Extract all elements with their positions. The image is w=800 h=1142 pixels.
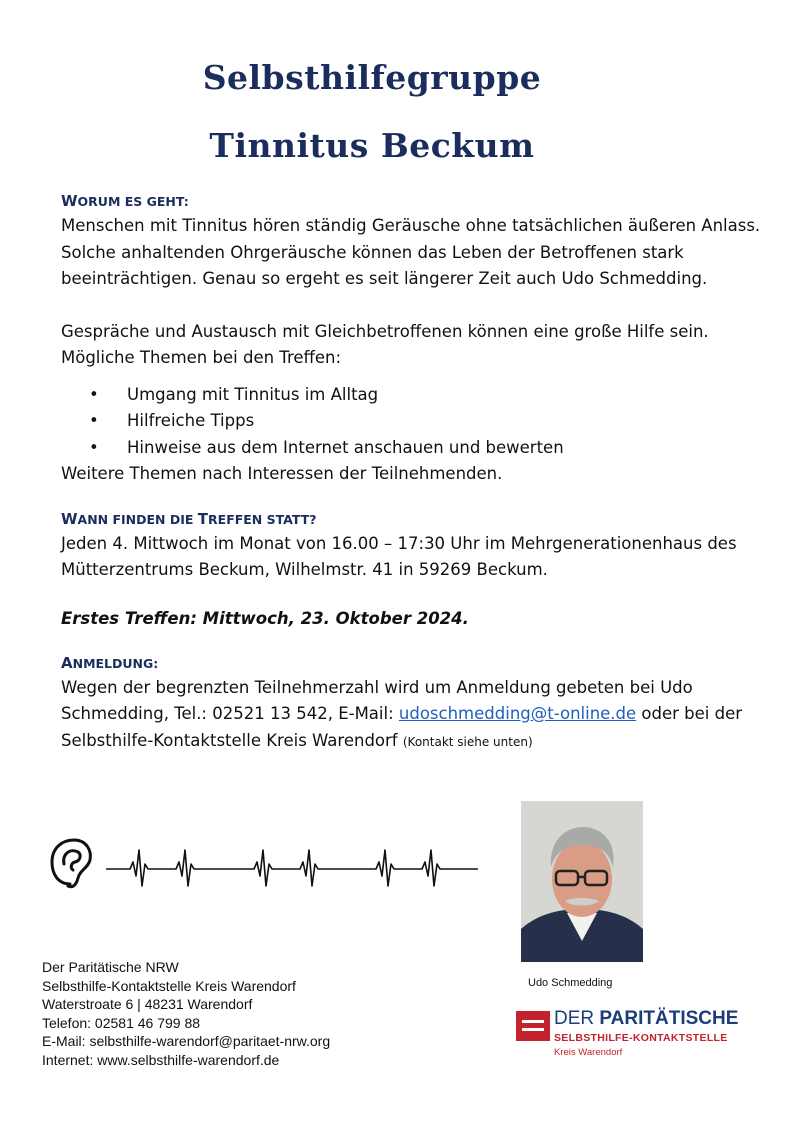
- heading-anmeldung: ANMELDUNG:: [61, 653, 159, 672]
- footer-line: Der Paritätische NRW: [42, 959, 179, 975]
- email-link[interactable]: udoschmedding@t-online.de: [398, 704, 637, 723]
- footer-line: Selbsthilfe-Kontaktstelle Kreis Warendorf: [42, 977, 296, 994]
- footer-line: Waterstroate 6 | 48231 Warendorf: [42, 996, 253, 1012]
- heartbeat-line: [106, 850, 478, 886]
- paragraph-wann: Jeden 4. Mittwoch im Monat von 16.00 – 17:30 Uhr im Mehrgenerationenhaus des Mütterzentrums Beckum, Wilhelmstr. 41 in 59269 Beckum.: [61, 533, 737, 579]
- footer-line: Internet: www.selbsthilfe-warendorf.de: [42, 1051, 280, 1068]
- footer-line: Telefon: 02581 46 799 88: [42, 1014, 201, 1031]
- footer-line: E-Mail: selbsthilfe-warendorf@paritaet-nrw.org: [42, 1033, 331, 1049]
- first-meeting-date: Erstes Treffen: Mittwoch, 23. Oktober 2024.: [61, 608, 469, 628]
- paragraph-themen: Gespräche und Austausch mit Gleichbetroffenen können eine große Hilfe sein. Mögliche Themen bei den Treffen:: [61, 321, 709, 367]
- footer-contact: [42, 958, 330, 1069]
- main-content: [61, 190, 761, 755]
- list-item: • Umgang mit Tinnitus im Alltag: [89, 382, 761, 409]
- ear-icon: [52, 840, 90, 887]
- list-item: • Hilfreiche Tipps: [89, 408, 761, 435]
- tinnitus-illustration: [48, 834, 480, 894]
- portrait-photo: [521, 801, 643, 962]
- logo-flag-icon: [516, 1011, 550, 1041]
- heading-worum: WORUM ES GEHT:: [61, 192, 189, 210]
- paragraph-worum: Menschen mit Tinnitus hören ständig Geräusche ohne tatsächlichen äußeren Anlass. Solche anhaltenden Ohrgeräusche können das Leben der Betroffenen stark beeinträchtigen. Genau so ergeht es seit längerer Zeit auch Udo Schmedding.: [61, 216, 761, 288]
- list-item: • Hinweise aus dem Internet anschauen und bewerten: [89, 435, 761, 462]
- contact-note: (Kontakt siehe unten): [402, 734, 533, 749]
- paragraph-weitere-themen: Weitere Themen nach Interessen der Teilnehmenden.: [61, 464, 503, 483]
- photo-caption: Udo Schmedding: [528, 977, 613, 989]
- title-line-2: Tinnitus Beckum: [209, 126, 535, 165]
- paragraph-anmeldung: Wegen der begrenzten Teilnehmerzahl wird um Anmeldung gebeten bei Udo Schmedding, Tel.: 02521 13 542, E-Mail: udoschmedding@t-online.de oder bei der Selbsthilfe-Kontaktstelle Kreis Warendorf (Kontakt siehe unten): [61, 677, 743, 750]
- paritaetische-logo: DER PARITÄTISCHE SELBSTHILFE-KONTAKTSTELLE Kreis Warendorf: [508, 1008, 748, 1058]
- heading-wann: WANN FINDEN DIE TREFFEN STATT?: [61, 509, 317, 528]
- title-line-1: Selbsthilfegruppe: [202, 58, 542, 97]
- topic-list: [61, 382, 761, 462]
